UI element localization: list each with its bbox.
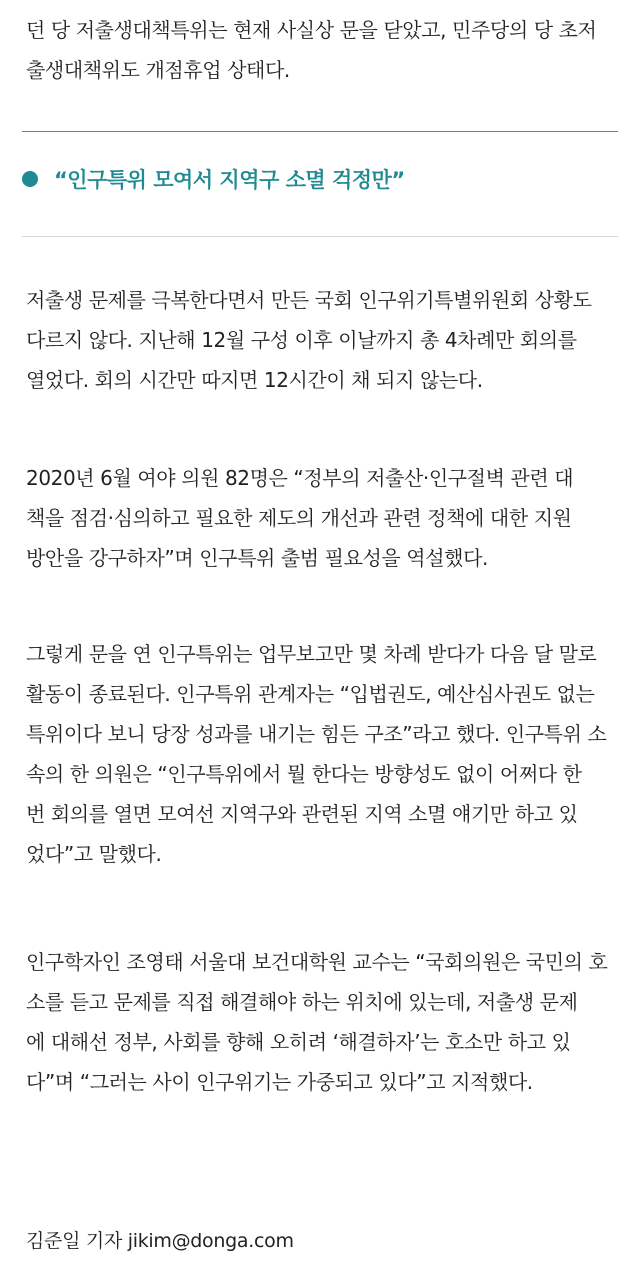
body-paragraph-3 bbox=[26, 634, 622, 874]
text-line: 책을 점검·심의하고 필요한 제도의 개선과 관련 정책에 대한 지원 bbox=[26, 506, 572, 530]
subheading-text: “인구특위 모여서 지역구 소멸 걱정만” bbox=[54, 168, 405, 192]
text-line: 던 당 저출생대책특위는 현재 사실상 문을 닫았고, 민주당의 당 초저 bbox=[26, 18, 597, 42]
subheading bbox=[22, 162, 405, 196]
text-line: 속의 한 의원은 “인구특위에서 뭘 한다는 방향성도 없이 어쩌다 한 bbox=[26, 762, 582, 786]
body-paragraph-1 bbox=[26, 280, 622, 400]
text-line: 었다”고 말했다. bbox=[26, 842, 162, 866]
text-line: 특위이다 보니 당장 성과를 내기는 힘든 구조”라고 했다. 인구특위 소 bbox=[26, 722, 607, 746]
text-line: 2020년 6월 여야 의원 82명은 “정부의 저출산·인구절벽 관련 대 bbox=[26, 466, 574, 490]
text-line: 다”며 “그러는 사이 인구위기는 가중되고 있다”고 지적했다. bbox=[26, 1070, 533, 1094]
text-line: 인구학자인 조영태 서울대 보건대학원 교수는 “국회의원은 국민의 호 bbox=[26, 950, 608, 974]
text-line: 활동이 종료된다. 인구특위 관계자는 “입법권도, 예산심사권도 없는 bbox=[26, 682, 595, 706]
text-line: 번 회의를 열면 모여선 지역구와 관련된 지역 소멸 얘기만 하고 있 bbox=[26, 802, 578, 826]
text-line: 출생대책위도 개점휴업 상태다. bbox=[26, 58, 290, 82]
byline: 김준일 기자 jikim@donga.com bbox=[26, 1230, 294, 1252]
text-line: 저출생 문제를 극복한다면서 만든 국회 인구위기특별위원회 상황도 bbox=[26, 288, 592, 312]
body-paragraph-2 bbox=[26, 458, 622, 578]
bullet-icon bbox=[22, 171, 38, 187]
text-line: 그렇게 문을 연 인구특위는 업무보고만 몇 차례 받다가 다음 달 말로 bbox=[26, 642, 597, 666]
text-line: 에 대해선 정부, 사회를 향해 오히려 ‘해결하자’는 호소만 하고 있 bbox=[26, 1030, 571, 1054]
intro-paragraph bbox=[26, 10, 622, 90]
text-line: 소를 듣고 문제를 직접 해결해야 하는 위치에 있는데, 저출생 문제 bbox=[26, 990, 578, 1014]
text-line: 열었다. 회의 시간만 따지면 12시간이 채 되지 않는다. bbox=[26, 368, 483, 392]
body-paragraph-4 bbox=[26, 942, 622, 1102]
text-line: 다르지 않다. 지난해 12월 구성 이후 이날까지 총 4차례만 회의를 bbox=[26, 328, 577, 352]
section-divider-bottom bbox=[22, 236, 618, 237]
section-divider-top bbox=[22, 131, 618, 132]
text-line: 방안을 강구하자”며 인구특위 출범 필요성을 역설했다. bbox=[26, 546, 488, 570]
